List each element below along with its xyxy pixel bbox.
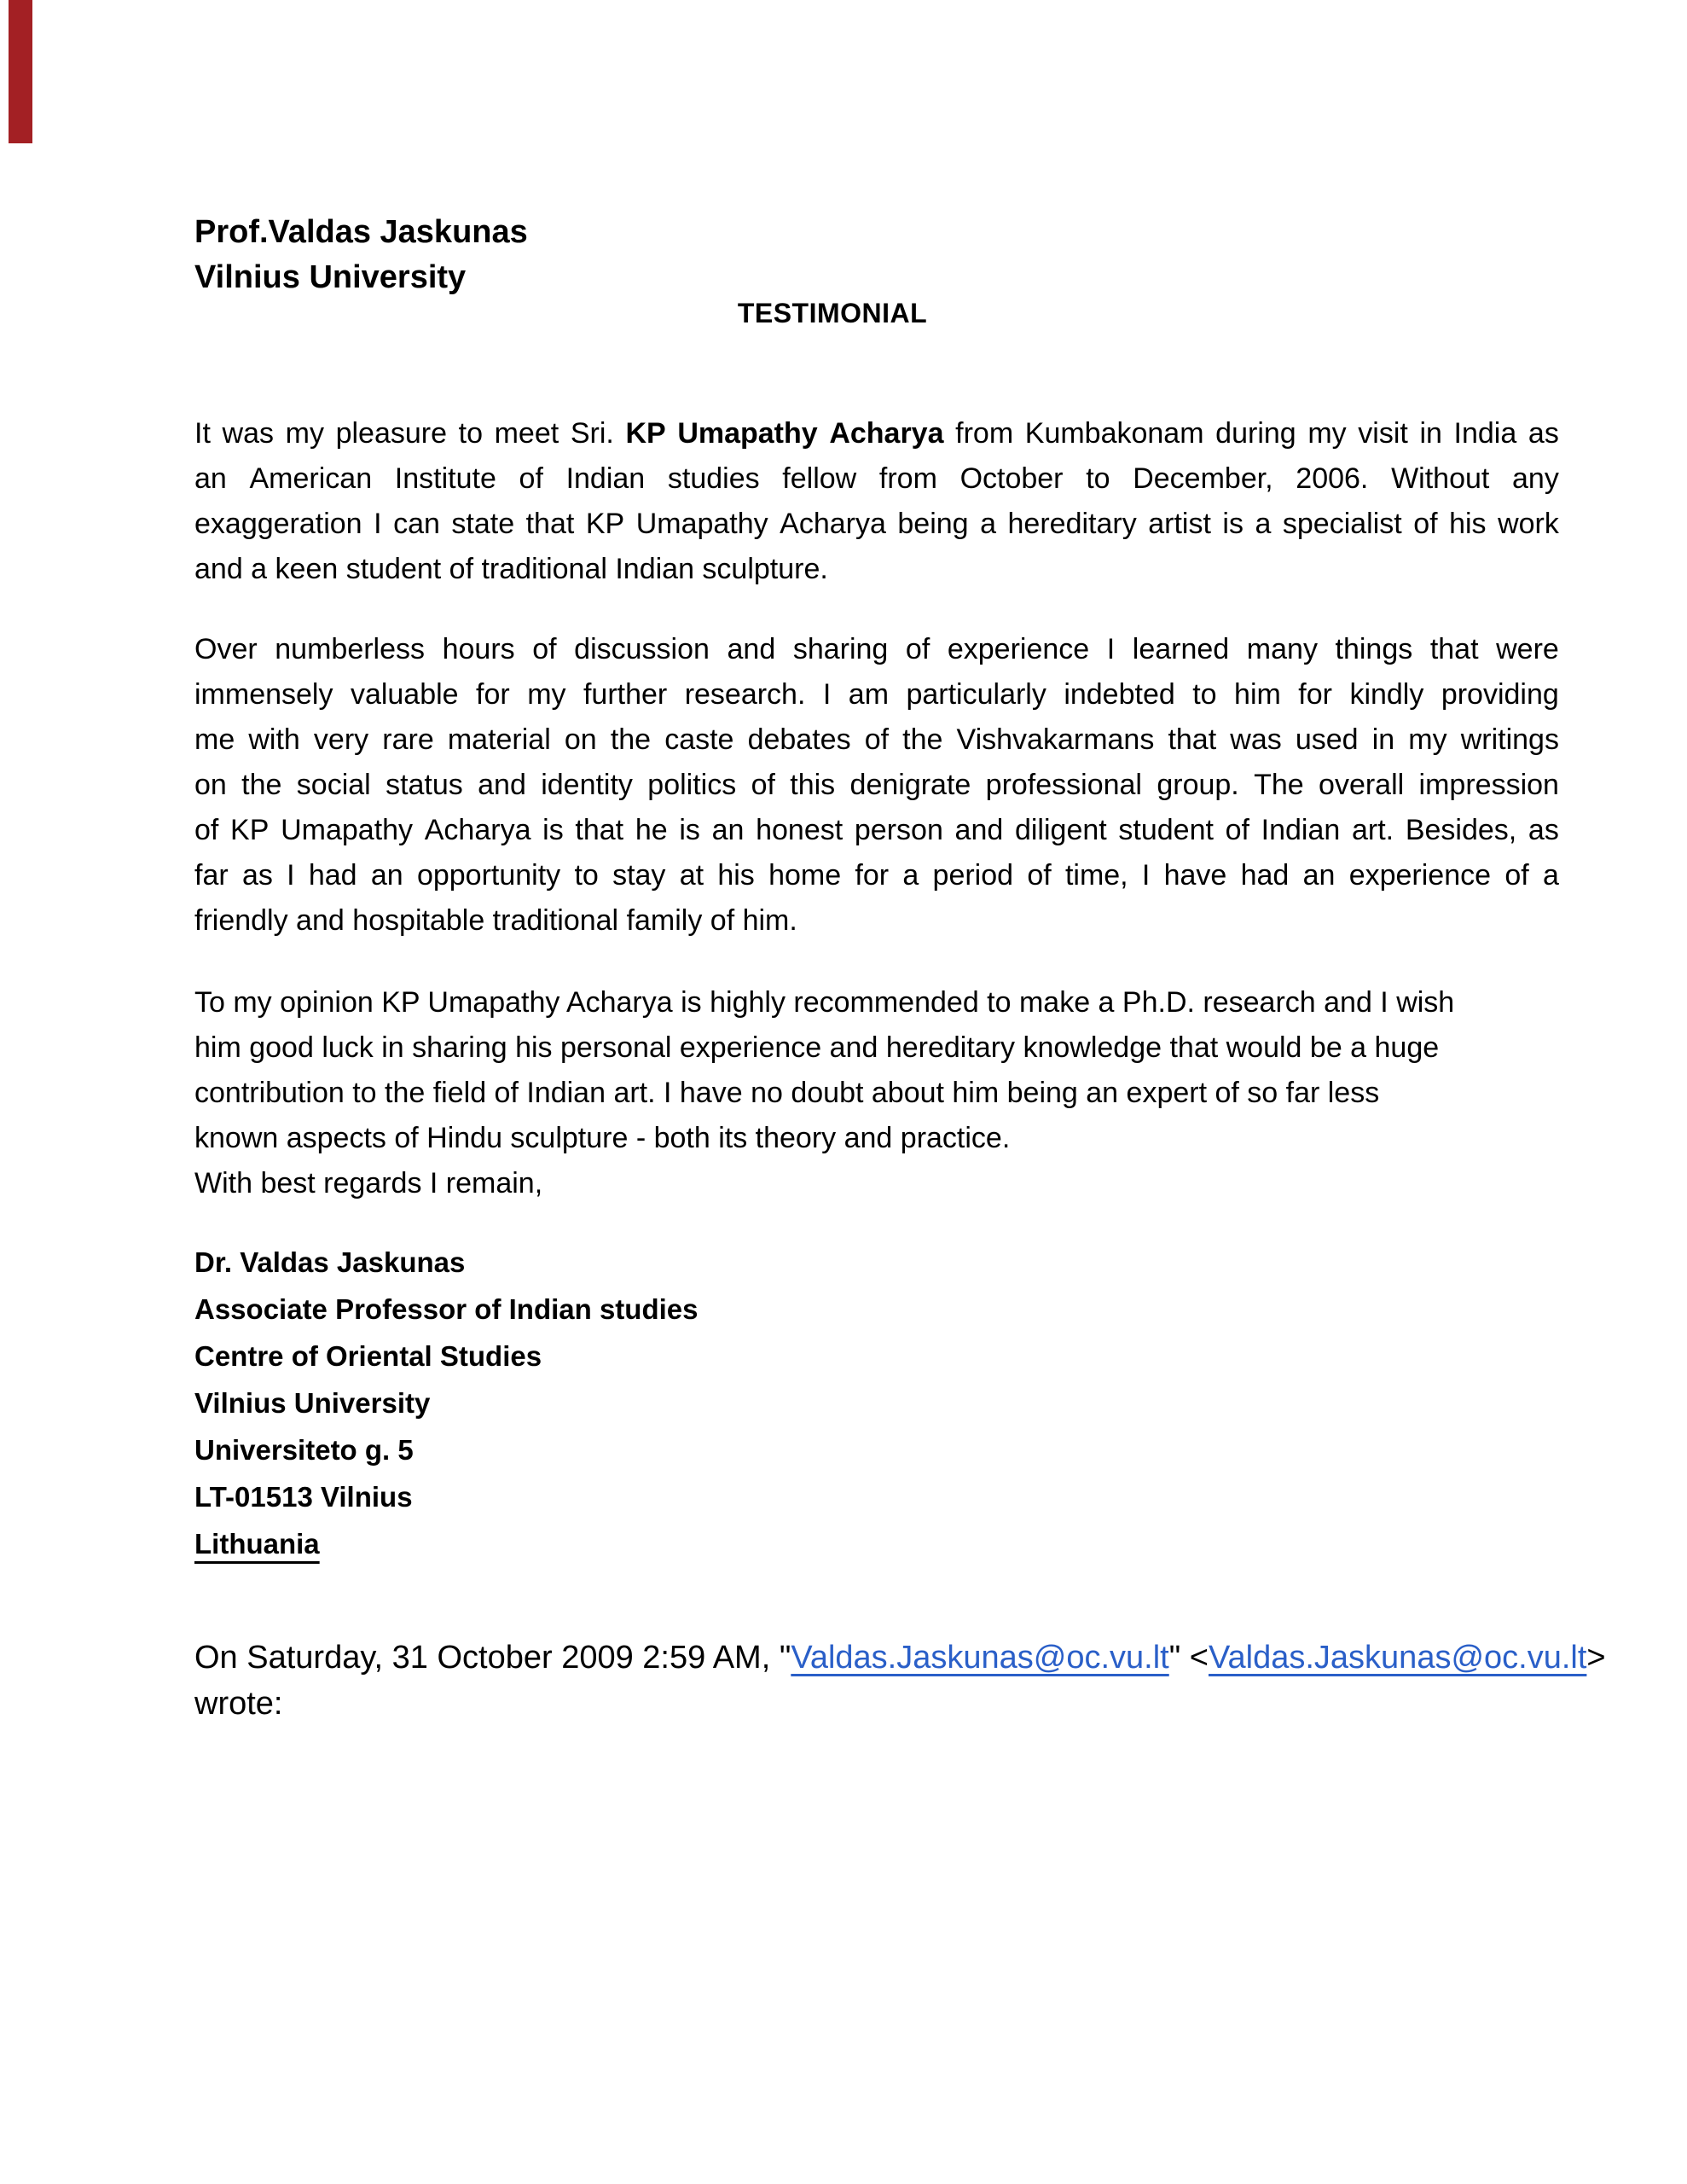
text-segment: a bbox=[980, 508, 997, 540]
text-line bbox=[194, 853, 1559, 898]
document-title: TESTIMONIAL bbox=[737, 298, 928, 328]
text-line bbox=[194, 1635, 1644, 1681]
text-segment: American bbox=[249, 462, 373, 495]
text-line bbox=[194, 1380, 1559, 1426]
text-segment: and bbox=[954, 814, 1004, 846]
text-segment: I bbox=[1141, 859, 1151, 892]
text-segment: Kumbakonam bbox=[1024, 417, 1204, 450]
text-segment: of bbox=[1504, 859, 1529, 892]
text-segment: I bbox=[1106, 633, 1116, 665]
text-segment: any bbox=[1512, 462, 1559, 495]
text-segment: state bbox=[451, 508, 515, 540]
text-segment: at bbox=[679, 859, 704, 892]
text-segment: person bbox=[854, 814, 943, 846]
text-segment: LT-01513 Vilnius bbox=[194, 1481, 413, 1513]
text-segment: denigrate bbox=[849, 769, 971, 801]
text-segment: status bbox=[386, 769, 463, 801]
text-segment: meet bbox=[494, 417, 559, 450]
signature-block bbox=[194, 1239, 1559, 1567]
text-segment: a bbox=[1542, 859, 1559, 892]
text-segment: of bbox=[864, 723, 890, 756]
text-segment: Umapathy bbox=[677, 417, 818, 450]
testimonial-paragraph-intro bbox=[194, 411, 1559, 592]
text-segment: honest bbox=[756, 814, 844, 846]
letterhead bbox=[194, 210, 1559, 300]
text-segment: his bbox=[1449, 508, 1487, 540]
text-segment: being bbox=[897, 508, 969, 540]
text-segment: " < bbox=[1168, 1640, 1209, 1676]
text-segment: that bbox=[1429, 633, 1479, 665]
text-segment: rare bbox=[382, 723, 434, 756]
text-segment: numberless bbox=[275, 633, 426, 665]
text-segment: he bbox=[635, 814, 668, 846]
text-segment: Sri. bbox=[570, 417, 614, 450]
text-segment: had bbox=[1240, 859, 1290, 892]
text-segment: an bbox=[711, 814, 745, 846]
text-segment: Umapathy bbox=[281, 814, 414, 846]
text-segment: for bbox=[855, 859, 890, 892]
text-segment: Vilnius University bbox=[194, 1387, 431, 1419]
text-segment: politics bbox=[647, 769, 737, 801]
text-segment: him bbox=[1234, 678, 1281, 711]
text-segment: October bbox=[959, 462, 1064, 495]
text-segment: that bbox=[1168, 723, 1217, 756]
email-quote-header bbox=[194, 1635, 1644, 1727]
text-segment: Vishvakarmans bbox=[956, 723, 1155, 756]
text-line bbox=[194, 1286, 1559, 1333]
text-segment: debates bbox=[747, 723, 851, 756]
text-segment: an bbox=[370, 859, 403, 892]
text-segment: very bbox=[313, 723, 369, 756]
text-segment: from bbox=[955, 417, 1014, 450]
text-segment: overall bbox=[1319, 769, 1405, 801]
text-segment: of bbox=[519, 462, 543, 495]
text-segment: On Saturday, 31 October 2009 2:59 AM, " bbox=[194, 1640, 791, 1676]
text-segment: KP bbox=[230, 814, 270, 846]
text-line bbox=[194, 898, 1559, 944]
text-segment: Associate Professor of Indian studies bbox=[194, 1293, 699, 1325]
text-segment: providing bbox=[1441, 678, 1559, 711]
text-segment: to bbox=[574, 859, 599, 892]
text-segment: in bbox=[1419, 417, 1442, 450]
text-segment: indebted bbox=[1064, 678, 1175, 711]
text-segment: the bbox=[241, 769, 282, 801]
text-segment: work bbox=[1498, 508, 1559, 540]
text-segment: art. bbox=[1352, 814, 1394, 846]
text-segment: particularly bbox=[906, 678, 1046, 711]
text-segment: an bbox=[194, 462, 227, 495]
text-segment: was bbox=[222, 417, 274, 450]
text-segment: an bbox=[1302, 859, 1336, 892]
text-line bbox=[194, 411, 1559, 456]
text-segment: on bbox=[194, 769, 227, 801]
text-segment: pleasure bbox=[335, 417, 447, 450]
text-line bbox=[194, 1239, 1559, 1286]
text-segment: diligent bbox=[1014, 814, 1107, 846]
text-segment: Indian bbox=[1261, 814, 1341, 846]
text-line bbox=[194, 1071, 1559, 1116]
text-segment: December, bbox=[1133, 462, 1273, 495]
text-segment: group. bbox=[1157, 769, 1239, 801]
text-segment: as bbox=[1528, 814, 1559, 846]
text-segment: to bbox=[1192, 678, 1217, 711]
text-segment: in bbox=[1371, 723, 1395, 756]
text-segment: and bbox=[478, 769, 526, 801]
text-segment: Acharya bbox=[424, 814, 531, 846]
text-segment: my bbox=[285, 417, 324, 450]
text-line bbox=[194, 547, 1559, 592]
text-segment: his bbox=[717, 859, 755, 892]
text-segment: and a keen student of traditional Indian sculpture. bbox=[194, 553, 828, 585]
text-segment: studies bbox=[667, 462, 760, 495]
text-segment: home bbox=[768, 859, 842, 892]
text-segment: on bbox=[564, 723, 597, 756]
text-segment: hours bbox=[442, 633, 515, 665]
text-line bbox=[194, 502, 1559, 547]
text-segment: Institute bbox=[394, 462, 496, 495]
text-line bbox=[194, 808, 1559, 853]
text-line bbox=[194, 717, 1559, 763]
text-segment: the bbox=[902, 723, 943, 756]
text-segment: learned bbox=[1132, 633, 1230, 665]
text-segment: as bbox=[1528, 417, 1559, 450]
text-segment: time, bbox=[1064, 859, 1128, 892]
text-line bbox=[194, 672, 1559, 717]
text-segment: of bbox=[1027, 859, 1052, 892]
text-segment: opportunity bbox=[416, 859, 561, 892]
text-segment: known aspects of Hindu sculpture - both its theory and practice. bbox=[194, 1122, 1011, 1154]
text-segment: To my opinion KP Umapathy Acharya is highly recommended to make a Ph.D. research and I wish bbox=[194, 986, 1455, 1019]
text-segment: is bbox=[679, 814, 700, 846]
text-segment: that bbox=[525, 508, 575, 540]
text-line bbox=[194, 1161, 1559, 1206]
text-line bbox=[194, 1473, 1559, 1520]
text-segment: as bbox=[241, 859, 273, 892]
text-line bbox=[194, 763, 1559, 808]
text-segment: many bbox=[1246, 633, 1318, 665]
text-segment: identity bbox=[541, 769, 633, 801]
text-line bbox=[194, 456, 1559, 502]
text-segment: of bbox=[194, 814, 219, 846]
text-line bbox=[194, 1426, 1559, 1473]
text-segment: have bbox=[1163, 859, 1227, 892]
text-line bbox=[194, 980, 1559, 1025]
text-segment: of bbox=[532, 633, 557, 665]
text-segment: Indian bbox=[565, 462, 646, 495]
text-segment: > bbox=[1586, 1640, 1606, 1676]
text-segment: is bbox=[542, 814, 564, 846]
text-segment: further bbox=[583, 678, 668, 711]
text-segment: kindly bbox=[1349, 678, 1424, 711]
text-segment: a bbox=[1255, 508, 1272, 540]
text-segment: Acharya bbox=[829, 417, 944, 450]
text-segment: With best regards I remain, bbox=[194, 1167, 543, 1199]
text-segment: of bbox=[1413, 508, 1438, 540]
text-segment: during bbox=[1215, 417, 1296, 450]
text-segment: this bbox=[790, 769, 836, 801]
text-segment: Besides, bbox=[1405, 814, 1517, 846]
text-segment: to bbox=[458, 417, 483, 450]
text-segment: used bbox=[1295, 723, 1359, 756]
text-segment: can bbox=[393, 508, 440, 540]
author-affiliation: Vilnius University bbox=[194, 259, 467, 295]
text-segment: impression bbox=[1418, 769, 1559, 801]
red-edge-mark bbox=[9, 0, 32, 143]
text-line bbox=[194, 1333, 1559, 1380]
text-segment: period bbox=[932, 859, 1014, 892]
text-segment: Without bbox=[1391, 462, 1490, 495]
text-segment: 2006. bbox=[1296, 462, 1369, 495]
text-segment: that bbox=[575, 814, 624, 846]
testimonial-paragraph-recommendation bbox=[194, 980, 1559, 1206]
text-segment: was bbox=[1230, 723, 1282, 756]
text-segment: Lithuania bbox=[194, 1528, 320, 1560]
text-segment: for bbox=[1298, 678, 1332, 711]
text-segment: to bbox=[1086, 462, 1110, 495]
text-segment: writings bbox=[1460, 723, 1559, 756]
text-segment: my bbox=[1307, 417, 1347, 450]
text-segment: exaggeration bbox=[194, 508, 362, 540]
email-link[interactable]: Valdas.Jaskunas@oc.vu.lt bbox=[791, 1640, 1169, 1676]
text-segment: my bbox=[527, 678, 566, 711]
text-segment: sharing bbox=[792, 633, 889, 665]
text-segment: artist bbox=[1148, 508, 1211, 540]
text-segment: material bbox=[447, 723, 551, 756]
text-segment: my bbox=[1408, 723, 1447, 756]
text-segment: and bbox=[727, 633, 776, 665]
text-segment: Umapathy bbox=[635, 508, 768, 540]
text-segment: I bbox=[374, 508, 382, 540]
text-line bbox=[194, 1116, 1559, 1161]
text-segment: Dr. Valdas Jaskunas bbox=[194, 1246, 466, 1278]
text-line bbox=[194, 1025, 1559, 1071]
text-segment: experience bbox=[1348, 859, 1492, 892]
text-segment: Acharya bbox=[780, 508, 886, 540]
text-segment: of bbox=[1225, 814, 1249, 846]
text-segment: is bbox=[1222, 508, 1244, 540]
text-segment: research. bbox=[684, 678, 806, 711]
text-segment: Over bbox=[194, 633, 258, 665]
text-segment: experience bbox=[947, 633, 1090, 665]
text-segment: me bbox=[194, 723, 235, 756]
text-segment: Universiteto g. 5 bbox=[194, 1434, 414, 1466]
text-segment: of bbox=[905, 633, 930, 665]
text-segment: stay bbox=[612, 859, 666, 892]
text-segment: student bbox=[1118, 814, 1214, 846]
text-segment: KP bbox=[585, 508, 625, 540]
text-segment: I bbox=[287, 859, 295, 892]
email-link[interactable]: Valdas.Jaskunas@oc.vu.lt bbox=[1208, 1640, 1587, 1676]
text-segment: with bbox=[248, 723, 300, 756]
text-segment: specialist bbox=[1282, 508, 1402, 540]
text-segment: immensely bbox=[194, 678, 333, 711]
text-segment: India bbox=[1453, 417, 1517, 450]
text-segment: were bbox=[1496, 633, 1559, 665]
text-segment: caste bbox=[664, 723, 734, 756]
testimonial-paragraph-experience bbox=[194, 627, 1559, 944]
text-segment: friendly and hospitable traditional family of him. bbox=[194, 904, 797, 937]
text-segment: him good luck in sharing his personal experience and hereditary knowledge that would be a huge bbox=[194, 1031, 1440, 1064]
text-segment: wrote: bbox=[194, 1686, 283, 1722]
text-segment: discussion bbox=[574, 633, 710, 665]
text-segment: the bbox=[610, 723, 652, 756]
text-segment: The bbox=[1254, 769, 1304, 801]
text-segment: visit bbox=[1358, 417, 1408, 450]
text-segment: had bbox=[308, 859, 357, 892]
text-segment: fellow bbox=[782, 462, 857, 495]
text-segment: am bbox=[848, 678, 890, 711]
text-segment: valuable bbox=[350, 678, 459, 711]
author-name: Prof.Valdas Jaskunas bbox=[194, 214, 528, 250]
text-segment: I bbox=[822, 678, 832, 711]
text-segment: for bbox=[476, 678, 510, 711]
text-line bbox=[194, 627, 1559, 672]
text-segment: of bbox=[751, 769, 775, 801]
text-segment: hereditary bbox=[1007, 508, 1137, 540]
text-segment: Centre of Oriental Studies bbox=[194, 1340, 542, 1372]
text-segment: a bbox=[902, 859, 919, 892]
text-segment: professional bbox=[985, 769, 1142, 801]
text-segment: social bbox=[296, 769, 371, 801]
text-segment: contribution to the field of Indian art. I have no doubt about him being an expert of so far less bbox=[194, 1077, 1380, 1109]
text-line bbox=[194, 1681, 1644, 1727]
text-segment: It bbox=[194, 417, 211, 450]
text-segment: far bbox=[194, 859, 229, 892]
text-segment: things bbox=[1335, 633, 1413, 665]
text-segment: KP bbox=[625, 417, 666, 450]
text-segment: from bbox=[878, 462, 937, 495]
text-line bbox=[194, 1520, 1559, 1567]
